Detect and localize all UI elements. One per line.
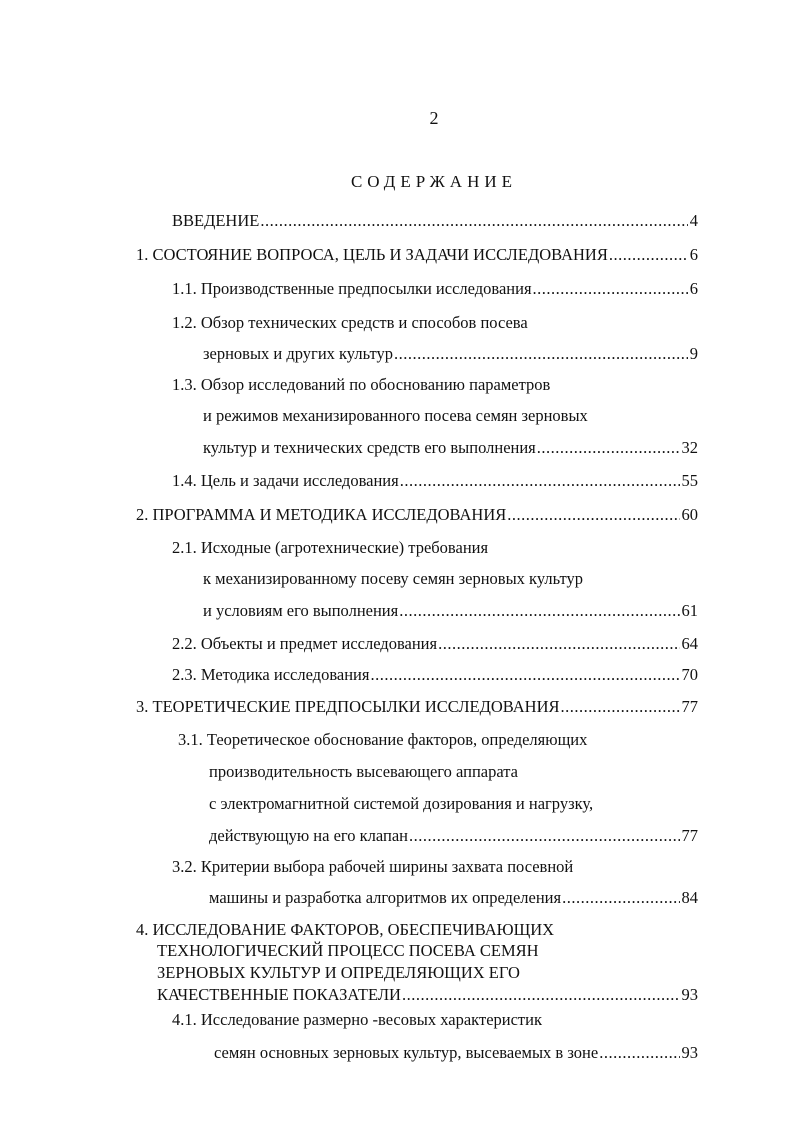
toc-entry-2-1-line2: к механизированному посеву семян зерновых культур bbox=[203, 569, 583, 588]
dot-leader bbox=[533, 279, 688, 299]
toc-entry-section-1[interactable] bbox=[136, 245, 698, 265]
toc-entry-1-2-line1: 1.2. Обзор технических средств и способов посева bbox=[172, 313, 528, 332]
toc-entry-2-1[interactable] bbox=[203, 601, 698, 621]
toc-entry-1-3-line1: 1.3. Обзор исследований по обоснованию параметров bbox=[172, 375, 551, 394]
dot-leader bbox=[399, 601, 679, 621]
toc-entry-text: машины и разработка алгоритмов их определения bbox=[209, 888, 562, 907]
toc-entry-text: 1. СОСТОЯНИЕ ВОПРОСА, ЦЕЛЬ И ЗАДАЧИ ИССЛЕДОВАНИЯ bbox=[136, 245, 608, 264]
dot-leader bbox=[260, 211, 687, 231]
toc-entry-section-3[interactable] bbox=[136, 697, 698, 717]
toc-entry-text: 3. ТЕОРЕТИЧЕСКИЕ ПРЕДПОСЫЛКИ ИССЛЕДОВАНИЯ bbox=[136, 697, 560, 716]
toc-page-number: 6 bbox=[689, 245, 698, 264]
toc-page-number: 77 bbox=[681, 826, 698, 845]
toc-page-number: 32 bbox=[681, 438, 698, 457]
toc-entry-text: зерновых и других культур bbox=[203, 344, 393, 363]
toc-entry-3-2-line1: 3.2. Критерии выбора рабочей ширины захвата посевной bbox=[172, 857, 574, 876]
toc-entry-1-2[interactable] bbox=[203, 344, 698, 364]
toc-entry-text: КАЧЕСТВЕННЫЕ ПОКАЗАТЕЛИ bbox=[157, 985, 401, 1004]
toc-entry-2-3[interactable] bbox=[172, 665, 698, 685]
toc-entry-text: 2.2. Объекты и предмет исследования bbox=[172, 634, 438, 653]
toc-page-number: 93 bbox=[681, 1043, 698, 1062]
toc-entry-section-4-line3: ЗЕРНОВЫХ КУЛЬТУР И ОПРЕДЕЛЯЮЩИХ ЕГО bbox=[157, 963, 520, 982]
dot-leader bbox=[400, 471, 680, 491]
toc-entry-text: семян основных зерновых культур, высеваемых в зоне bbox=[214, 1043, 599, 1062]
toc-entry-section-4-line1: 4. ИССЛЕДОВАНИЕ ФАКТОРОВ, ОБЕСПЕЧИВАЮЩИХ bbox=[136, 920, 555, 939]
toc-entry-text: 2.3. Методика исследования bbox=[172, 665, 370, 684]
toc-page-number: 55 bbox=[681, 471, 698, 490]
dot-leader bbox=[394, 344, 688, 364]
toc-entry-text: действующую на его клапан bbox=[209, 826, 408, 845]
toc-entry-text: 2. ПРОГРАММА И МЕТОДИКА ИССЛЕДОВАНИЯ bbox=[136, 505, 507, 524]
toc-entry-text: 1.4. Цель и задачи исследования bbox=[172, 471, 399, 490]
toc-entry-1-3[interactable] bbox=[203, 438, 698, 458]
toc-page-number: 9 bbox=[689, 344, 698, 363]
toc-page-number: 84 bbox=[681, 888, 698, 907]
toc-page-number: 70 bbox=[681, 665, 698, 684]
toc-entry-1-4[interactable] bbox=[172, 471, 698, 491]
toc-entry-section-4-line2: ТЕХНОЛОГИЧЕСКИЙ ПРОЦЕСС ПОСЕВА СЕМЯН bbox=[157, 941, 539, 960]
toc-page-number: 77 bbox=[681, 697, 698, 716]
dot-leader bbox=[507, 505, 679, 525]
toc-entry-3-1-line1: 3.1. Теоретическое обоснование факторов, определяющих bbox=[178, 730, 588, 749]
dot-leader bbox=[599, 1043, 679, 1063]
toc-entry-text: и условиям его выполнения bbox=[203, 601, 399, 620]
toc-page-number: 6 bbox=[689, 279, 698, 298]
page-title: СОДЕРЖАНИЕ bbox=[350, 172, 518, 191]
toc-page-number: 4 bbox=[689, 211, 698, 230]
dot-leader bbox=[409, 826, 680, 846]
dot-leader bbox=[402, 985, 680, 1005]
toc-entry-text: ВВЕДЕНИЕ bbox=[172, 211, 260, 230]
toc-entry-2-1-line1: 2.1. Исходные (агротехнические) требования bbox=[172, 538, 489, 557]
dot-leader bbox=[537, 438, 680, 458]
toc-entry-3-1-line2: производительность высевающего аппарата bbox=[209, 762, 519, 781]
toc-entry-1-3-line2: и режимов механизированного посева семян зерновых bbox=[203, 406, 588, 425]
toc-entry-4-1-line1: 4.1. Исследование размерно -весовых характеристик bbox=[172, 1010, 542, 1029]
toc-entry-1-1[interactable] bbox=[172, 279, 698, 299]
toc-entry-section-2[interactable] bbox=[136, 505, 698, 525]
toc-entry-2-2[interactable] bbox=[172, 634, 698, 654]
toc-entry-4-1[interactable] bbox=[214, 1043, 698, 1063]
toc-page-number: 93 bbox=[681, 985, 698, 1004]
page-number: 2 bbox=[429, 108, 439, 128]
toc-page-number: 61 bbox=[681, 601, 698, 620]
toc-entry-text: 1.1. Производственные предпосылки исследования bbox=[172, 279, 532, 298]
toc-entry-section-4[interactable] bbox=[157, 985, 698, 1005]
toc-entry-text: культур и технических средств его выполнения bbox=[203, 438, 536, 457]
toc-entry-3-1-line3: с электромагнитной системой дозирования и нагрузку, bbox=[209, 794, 594, 813]
toc-entry-3-1[interactable] bbox=[209, 826, 698, 846]
dot-leader bbox=[370, 665, 679, 685]
dot-leader bbox=[609, 245, 688, 265]
dot-leader bbox=[438, 634, 679, 654]
toc-page-number: 60 bbox=[681, 505, 698, 524]
dot-leader bbox=[561, 697, 680, 717]
toc-page-number: 64 bbox=[681, 634, 698, 653]
dot-leader bbox=[562, 888, 679, 908]
toc-entry-intro[interactable] bbox=[172, 211, 698, 231]
toc-entry-3-2[interactable] bbox=[209, 888, 698, 908]
